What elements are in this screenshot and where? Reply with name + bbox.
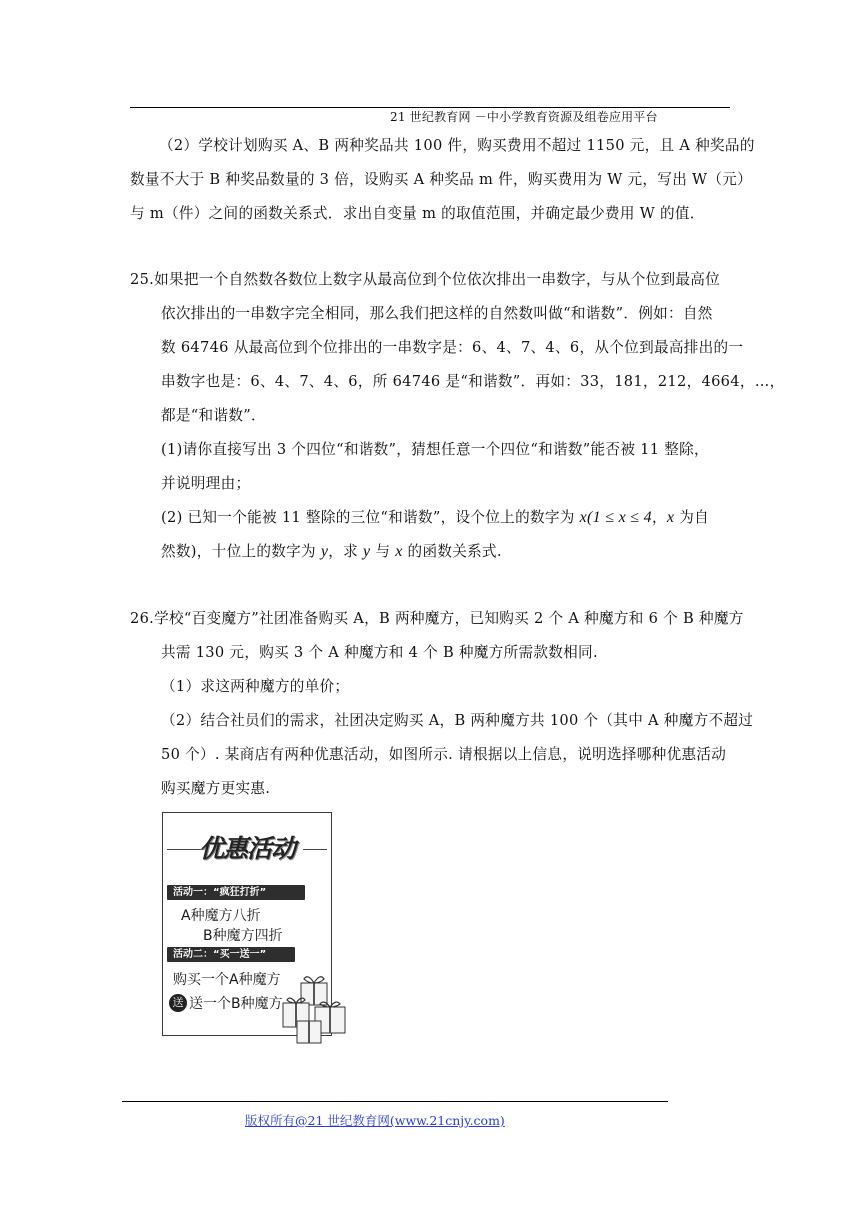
q25-part2-sep: ， bbox=[651, 509, 667, 526]
promotion-flyer bbox=[162, 812, 332, 1036]
q25-part2-l2-c: 与 bbox=[370, 543, 396, 560]
q25-part2-suffix: 为自 bbox=[674, 509, 710, 526]
q25-line-4: 串数字也是：6、4、7、4、6，所 64746 是“和谐数”．再如：33，181，212，4664，…， bbox=[161, 373, 785, 390]
activity1-line-1: A种魔方八折 bbox=[181, 908, 261, 924]
q25-line-1: 25.如果把一个自然数各数位上数字从最高位到个位依次排出一串数字，与从个位到最高位 bbox=[130, 271, 721, 288]
q25-line-2: 依次排出的一串数字完全相同，那么我们把这样的自然数叫做“和谐数”．例如：自然 bbox=[161, 305, 713, 322]
flyer-title: 优惠活动 bbox=[199, 834, 296, 863]
q25-part2-l2-x: x bbox=[395, 543, 403, 560]
q25-part2-l2-y: y bbox=[320, 543, 329, 560]
q26-line-5: 50 个）. 某商店有两种优惠活动，如图所示. 请根据以上信息，说明选择哪种优惠活动 bbox=[161, 746, 727, 763]
footer-rule bbox=[122, 1101, 668, 1102]
flyer-title-area bbox=[163, 823, 331, 871]
q25-part2-l2-b: ，求 bbox=[328, 543, 364, 560]
q25-part2-math: x(1 ≤ x ≤ 4 bbox=[579, 509, 652, 526]
q25-line-7: 并说明理由； bbox=[161, 475, 251, 492]
activity1-line-2: B种魔方四折 bbox=[203, 928, 283, 944]
header-site-name: 21 世纪教育网 －中小学教育资源及组卷应用平台 bbox=[390, 110, 658, 124]
q25-line-3: 数 64746 从最高位到个位排出的一串数字是：6、4、7、4、6，从个位到最高排出的一 bbox=[161, 339, 744, 356]
q26-line-1: 26.学校“百变魔方”社团准备购买 A，B 两种魔方，已知购买 2 个 A 种魔方和 6 个 B 种魔方 bbox=[130, 610, 744, 627]
q25-part2-line-2 bbox=[161, 540, 502, 561]
give-badge: 送 bbox=[169, 994, 187, 1012]
q26-line-4: （2）结合社员们的需求，社团决定购买 A，B 两种魔方共 100 个（其中 A 种魔方不超过 bbox=[161, 712, 754, 729]
q25-part2-l2-a: 然数)，十位上的数字为 bbox=[161, 543, 321, 560]
activity2-banner: 活动二：“买一送一” bbox=[167, 947, 295, 962]
q25-line-5: 都是“和谐数”． bbox=[161, 407, 266, 424]
q24-line-1: （2）学校计划购买 A、B 两种奖品共 100 件，购买费用不超过 1150 元，且 A 种奖品的 bbox=[159, 137, 755, 154]
activity2-line-1: 购买一个A种魔方 bbox=[173, 972, 281, 988]
activity1-banner: 活动一：“疯狂打折” bbox=[167, 885, 305, 900]
q25-part2-prefix: (2) 已知一个能被 11 整除的三位“和谐数”，设个位上的数字为 bbox=[161, 509, 580, 526]
q25-part2-l2-y2: y bbox=[363, 543, 371, 560]
q26-line-2: 共需 130 元，购买 3 个 A 种魔方和 4 个 B 种魔方所需款数相同. bbox=[161, 644, 598, 661]
q25-part2-line-1 bbox=[161, 506, 709, 527]
q25-line-6: (1)请你直接写出 3 个四位“和谐数”，猜想任意一个四位“和谐数”能否被 11 整除， bbox=[161, 441, 709, 458]
q24-line-3: 与 m（件）之间的函数关系式．求出自变量 m 的取值范围，并确定最少费用 W 的值． bbox=[130, 205, 705, 222]
q25-part2-l2-d: 的函数关系式. bbox=[402, 543, 502, 560]
q26-line-6: 购买魔方更实惠. bbox=[161, 780, 271, 797]
gift-boxes-icon bbox=[281, 969, 351, 1049]
footer-copyright-link[interactable]: 版权所有@21 世纪教育网(www.21cnjy.com) bbox=[245, 1113, 505, 1128]
q25-part2-var: x bbox=[666, 509, 675, 526]
flyer-title-rule-right bbox=[303, 849, 327, 850]
activity2-line-2: 送一个B种魔方 bbox=[189, 996, 283, 1012]
q26-line-3: （1）求这两种魔方的单价； bbox=[161, 678, 350, 695]
q24-line-2: 数量不大于 B 种奖品数量的 3 倍，设购买 A 种奖品 m 件，购买费用为 W 元，写出 W（元） bbox=[130, 171, 753, 188]
